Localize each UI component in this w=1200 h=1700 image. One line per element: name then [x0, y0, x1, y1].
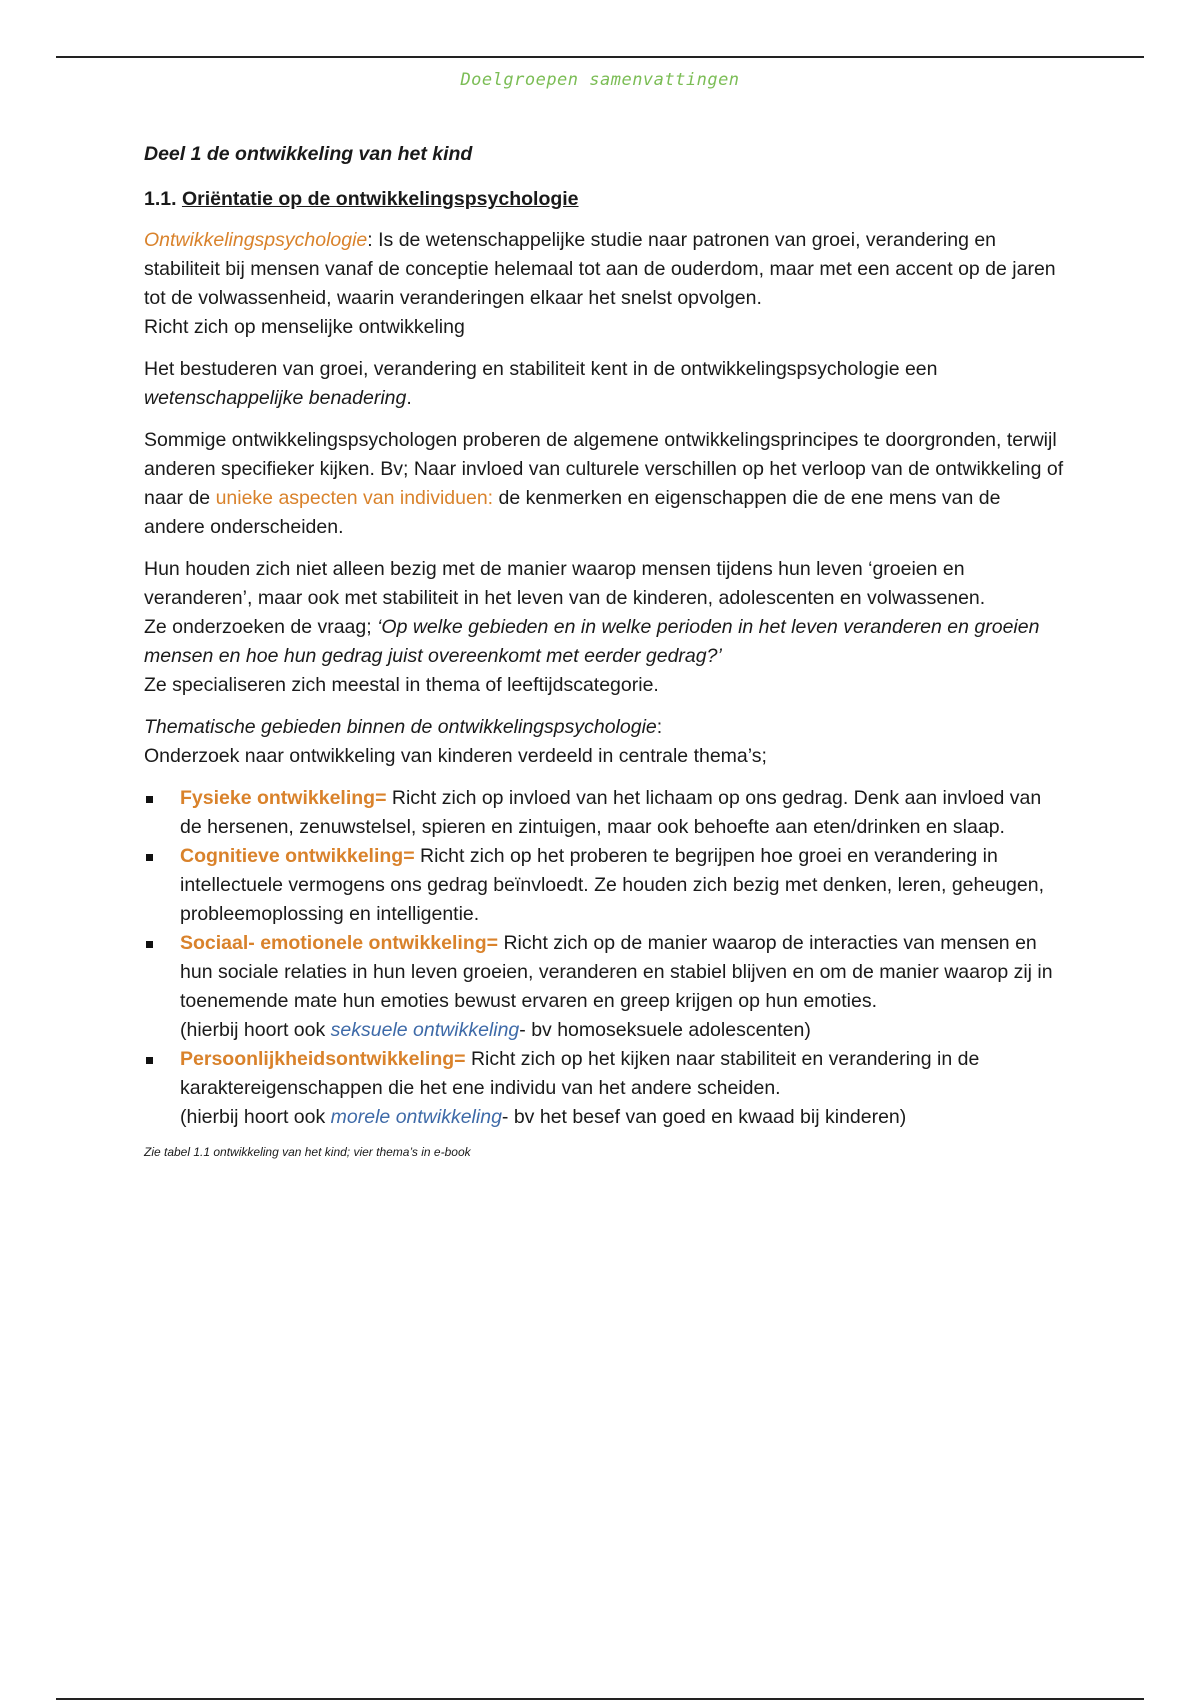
theme-term: Fysieke ontwikkeling= [180, 787, 387, 809]
theme-text: Richt zich op de manier waarop de interacties van mensen en hun sociale relaties in hun leven groeien, veranderen en stabiel blijven en om de manier waarop zij in toenemende mate hun emoties bewust ervaren en greep krijgen op hun emoties. [180, 932, 1053, 1012]
paragraph-stability [144, 555, 1064, 700]
research-question: ‘Op welke gebieden en in welke perioden in het leven veranderen en groeien mensen en hoe hun gedrag juist overeenkomt met eerder gedrag?’ [144, 616, 1040, 667]
approach-end: . [406, 387, 412, 409]
list-item [144, 842, 1064, 929]
theme-text: Richt zich op het proberen te begrijpen hoe groei en verandering in intellectuele vermogens ons gedrag beïnvloedt. Ze houden zich bezig met denken, leren, geheugen, probleemoplossing en intelligentie. [180, 845, 1044, 925]
principles-rest: de kenmerken en eigenschappen die de ene mens van de andere onderscheiden. [144, 487, 1001, 538]
list-item [144, 784, 1064, 842]
theme-text: Richt zich op invloed van het lichaam op ons gedrag. Denk aan invloed van de hersenen, zenuwstelsel, spieren en zintuigen, maar ook behoefte aan eten/drinken en slaap. [180, 787, 1042, 838]
theme-term: Persoonlijkheidsontwikkeling= [180, 1048, 466, 1070]
theme-note-term: seksuele ontwikkeling [330, 1019, 520, 1041]
term-unique-aspects: unieke aspecten van individuen: [215, 487, 494, 509]
definition-focus: Richt zich op menselijke ontwikkeling [144, 316, 465, 338]
table-reference-caption: Zie tabel 1.1 ontwikkeling van het kind; vier thema’s in e-book [144, 1145, 471, 1159]
theme-note-term: morele ontwikkeling [330, 1106, 502, 1128]
part-title: Deel 1 de ontwikkeling van het kind [144, 143, 473, 165]
paragraph-definition [144, 226, 1064, 342]
section-number: 1.1. [144, 188, 177, 210]
specialisation-text: Ze specialiseren zich meestal in thema of leeftijdscategorie. [144, 674, 659, 696]
approach-text: Het bestuderen van groei, verandering en stabiliteit kent in de ontwikkelingspsychologie een [144, 358, 938, 380]
theme-term: Cognitieve ontwikkeling= [180, 845, 415, 867]
list-item [144, 929, 1064, 1045]
themes-colon: : [656, 716, 663, 738]
document-body [144, 140, 1064, 1173]
paragraph-principles [144, 426, 1064, 542]
question-lead: Ze onderzoeken de vraag; [144, 616, 378, 638]
running-header: Doelgroepen samenvattingen [460, 70, 740, 90]
themes-heading: Thematische gebieden binnen de ontwikkelingspsychologie [144, 716, 657, 738]
stability-text: Hun houden zich niet alleen bezig met de manier waarop mensen tijdens hun leven ‘groeien en veranderen’, maar ook met stabiliteit in het leven van de kinderen, adolescenten en volwassenen. [144, 558, 986, 609]
theme-note-pre: (hierbij hoort ook [180, 1019, 331, 1041]
themes-intro: Onderzoek naar ontwikkeling van kinderen verdeeld in centrale thema’s; [144, 745, 767, 767]
theme-note-pre: (hierbij hoort ook [180, 1106, 331, 1128]
paragraph-themes-intro [144, 713, 1064, 771]
principles-text: Sommige ontwikkelingspsychologen proberen de algemene ontwikkelingsprincipes te doorgronden, terwijl anderen specifieker kijken. Bv; Naar invloed van culturele verschillen op het verloop van de ontwikkeling of naar de [144, 429, 1064, 509]
list-item [144, 1045, 1064, 1132]
theme-term: Sociaal- emotionele ontwikkeling= [180, 932, 499, 954]
paragraph-approach [144, 355, 1064, 413]
theme-text: Richt zich op het kijken naar stabiliteit en verandering in de karaktereigenschappen die het ene individu van het andere scheiden. [180, 1048, 980, 1099]
themes-list [144, 784, 1064, 1132]
theme-note-post: - bv het besef van goed en kwaad bij kinderen) [501, 1106, 907, 1128]
section-title: Oriëntatie op de ontwikkelingspsychologie [181, 188, 579, 210]
definition-text: : Is de wetenschappelijke studie naar patronen van groei, verandering en stabiliteit bij mensen vanaf de conceptie helemaal tot aan de ouderdom, maar met een accent op de jaren tot de volwassenheid, waarin veranderingen elkaar het snelst opvolgen. [144, 229, 1056, 309]
header-rule [56, 56, 1144, 58]
approach-italic: wetenschappelijke benadering [144, 387, 407, 409]
section-heading [144, 185, 1064, 214]
term-ontwikkelingspsychologie: Ontwikkelingspsychologie [144, 229, 368, 251]
theme-note-post: - bv homoseksuele adolescenten) [519, 1019, 811, 1041]
